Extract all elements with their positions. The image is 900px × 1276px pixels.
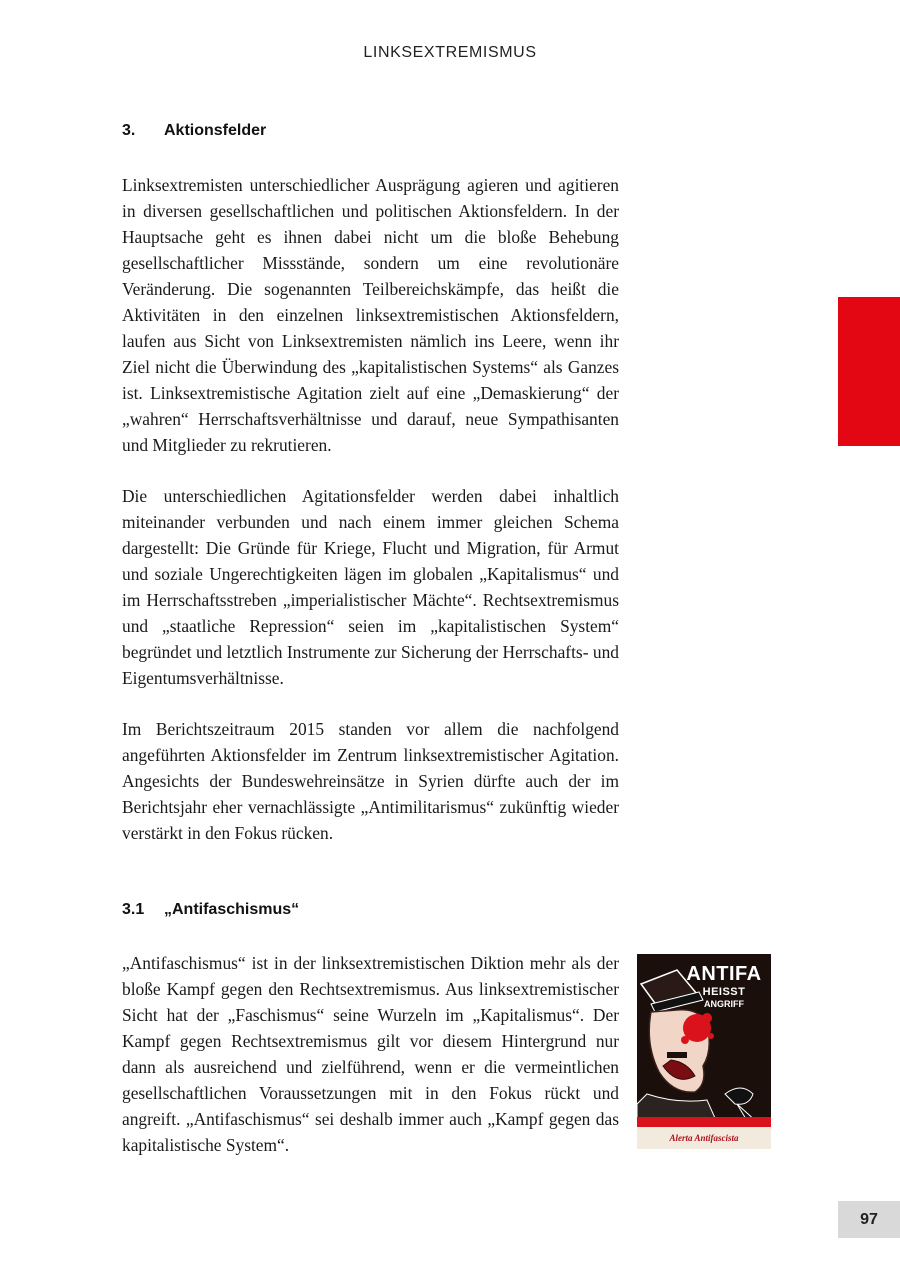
page-number-badge <box>838 1201 900 1238</box>
poster-title-line: ANGRIFF <box>704 999 744 1009</box>
page-number: 97 <box>860 1210 878 1228</box>
chapter-tab-marker <box>838 297 900 446</box>
section-heading-3-1 <box>122 901 299 919</box>
poster-title-line: ANTIFA <box>686 963 762 985</box>
running-header: LINKSEXTREMISMUS <box>363 44 537 61</box>
paragraph: Die unterschiedlichen Agitationsfelder werden dabei inhaltlich miteinander verbunden und nach einem immer gleichen Schema dargestellt: Die Gründe für Kriege, Flucht und Migration, für Armut und soziale Ungerechtigkeiten lägen im globalen „Kapitalismus“ und im Herrschaftsstreben „imperialistischer Mächte“. Rechtsextremismus und „staatliche Repression“ seien im „kapitalistischen System“ begründet und letztlich Instrumente zur Sicherung der Herrschafts- und Eigentumsverhältnisse. <box>122 486 619 688</box>
paragraph: Im Berichtszeitraum 2015 standen vor allem die nachfolgend angeführten Aktionsfelder im Zentrum linksextremistischer Agitation. Angesichts der Bundeswehreinsätze in Syrien dürfte auch der im Berichtsjahr eher vernachlässigte „Antimilitarismus“ zukünftig wieder verstärkt in den Fokus rücken. <box>122 719 619 843</box>
poster-title <box>681 964 767 1009</box>
paragraph: Linksextremisten unterschiedlicher Ausprägung agieren und agitieren in diversen gesellschaftlichen und politischen Aktionsfeldern. In der Hauptsache geht es ihnen dabei nicht um die bloße Behebung gesellschaftlicher Missstände, sondern um eine revolutionäre Veränderung. Die sogenannten Teilbereichskämpfe, das heißt die Aktivitäten in den einzelnen linksextremistischen Aktionsfeldern, laufen aus Sicht von Linksextremisten nämlich ins Leere, wenn ihr Ziel nicht die Überwindung des „kapitalistischen Systems“ als Ganzes ist. Linksextremistische Agitation zielt auf eine „Demaskierung“ der „wahren“ Herrschaftsverhältnisse und darauf, neue Sympathisanten und Mitglieder zu rekrutieren. <box>122 175 619 455</box>
antifa-poster-image <box>637 954 771 1149</box>
paragraph: „Antifaschismus“ ist in der linksextremistischen Diktion mehr als der bloße Kampf gegen den Rechtsextremismus. Aus linksextremistischer Sicht hat der „Faschismus“ seine Wurzeln im „Kapitalismus“. Der Kampf gegen Rechtsextremismus gilt vor diesem Hintergrund nur dann als ausreichend und zielführend, wenn er die vermeintlichen gesellschaftlichen Voraussetzungen mit in den Fokus rückt und angreift. „Antifaschismus“ sei deshalb immer auch „Kampf gegen das kapitalistische System“. <box>122 953 619 1155</box>
section-number: 3. <box>122 122 136 139</box>
section-title: Aktionsfelder <box>164 122 267 139</box>
section-heading-3 <box>122 122 266 140</box>
section-title: „Antifaschismus“ <box>164 901 300 918</box>
poster-title-line: HEISST <box>702 986 746 998</box>
section-number: 3.1 <box>122 901 145 918</box>
poster-footer-text: Alerta Antifascista <box>637 1127 771 1149</box>
